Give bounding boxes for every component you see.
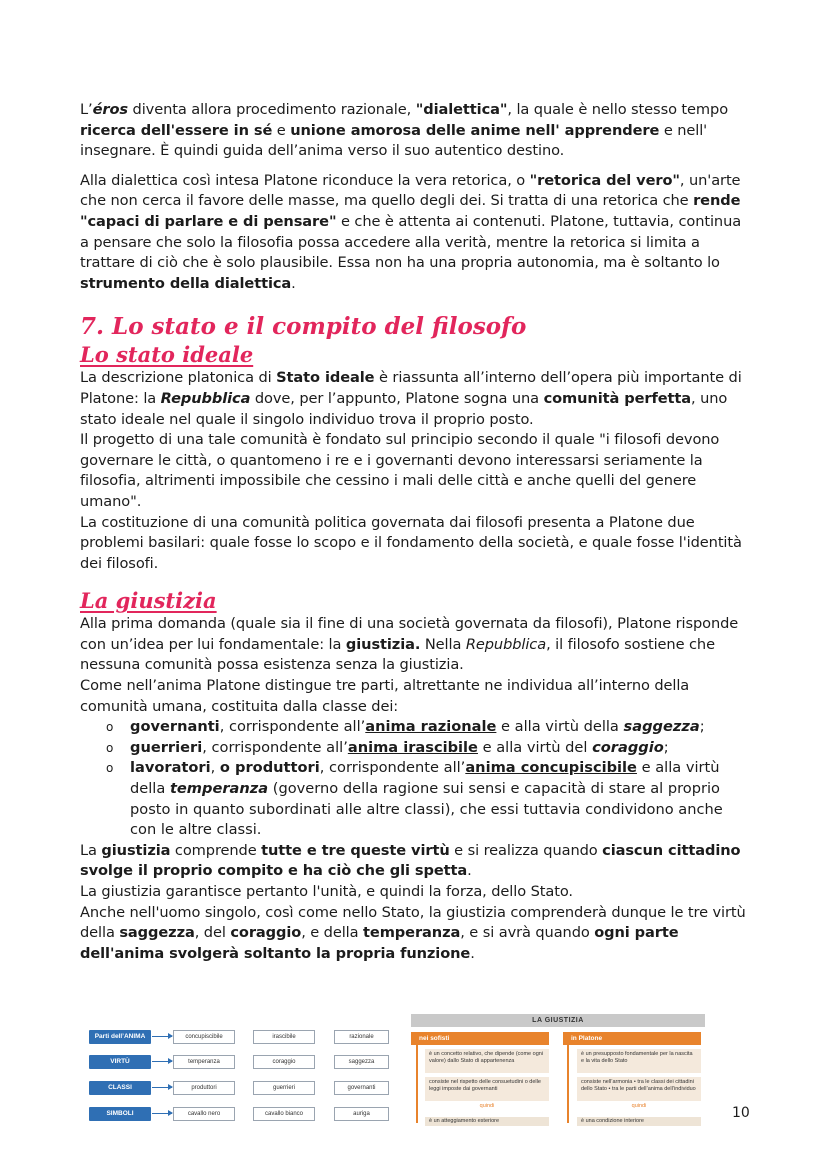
list-item: o guerrieri, corrispondente all’anima irascibile e alla virtù del coraggio; [106, 738, 750, 759]
classes-list [106, 717, 750, 841]
stato-paragraph-3: La costituzione di una comunità politica governata dai filosofi presenta a Platone due problemi basilari: quale fosse lo scopo e il fondamento della società, e quale fosse l'identità dei filosofi. [80, 513, 742, 572]
conclusion-box: è un atteggiamento esteriore [425, 1117, 549, 1126]
intro-paragraph-2: Alla dialettica così intesa Platone riconduce la vera retorica, o "retorica del vero", un'arte che non cerca il favore delle masse, ma quello degli dei. Si tratta di una retorica che rende "capaci di parlare e di pensare" e che è attenta ai contenuti. Platone, tuttavia, continua a pensare che solo la filosofia possa accedere alla verità, mentre la retorica si limita a trattare di ciò che è solo plausibile. Essa non ha una propria autonomia, ma è soltanto lo strumento della dialettica. [80, 171, 742, 292]
table-row [89, 1030, 389, 1046]
row-header: Parti dell’ANIMA [89, 1030, 151, 1044]
table-cell: guerrieri [253, 1081, 315, 1095]
stato-paragraph-2: Il progetto di una tale comunità è fondato sul principio secondo il quale "i filosofi devono governare le città, o quantomeno i re e i governanti devono interessarsi seriamente la filosofia, altrimenti impossibile che cessino i mali delle città e anche quelli del genere umano". [80, 431, 720, 510]
arrow-right-icon [152, 1087, 172, 1088]
therefore-label: quindi [479, 1103, 495, 1109]
definition-box: consiste nell’armonia • tra le classi dei cittadini dello Stato • tra le parti dell’anima dell’individuo [577, 1077, 701, 1101]
subsection-title-giustizia: La giustizia [80, 588, 217, 614]
table-cell: auriga [334, 1107, 389, 1121]
bullet-marker: o [106, 740, 114, 755]
row-header: CLASSI [89, 1081, 151, 1095]
giustizia-paragraph-3: La giustizia comprende tutte e tre queste virtù e si realizza quando ciascun cittadino svolge il proprio compito e ha ciò che gli spetta. [80, 841, 741, 880]
table-cell: concupiscibile [173, 1030, 235, 1044]
table-cell: coraggio [253, 1055, 315, 1069]
table-cell: irascibile [253, 1030, 315, 1044]
table-cell: temperanza [173, 1055, 235, 1069]
definition-box: consiste nel rispetto delle consuetudini o delle leggi imposte dai governanti [425, 1077, 549, 1101]
table-cell: saggezza [334, 1055, 389, 1069]
table-row [89, 1107, 389, 1123]
subsection-title-stato-ideale: Lo stato ideale [80, 342, 254, 368]
arrow-right-icon [152, 1113, 172, 1114]
soul-classes-table [89, 1027, 389, 1131]
justice-comparison-diagram [411, 1014, 705, 1140]
giustizia-paragraph-2: Come nell’anima Platone distingue tre parti, altrettante ne individua all’interno della comunità umana, costituita dalla classe dei: [80, 677, 690, 715]
section-title: 7. Lo stato e il compito del filosofo [80, 313, 527, 341]
column-platone [563, 1032, 701, 1126]
conclusion-box: è una condizione interiore [577, 1117, 701, 1126]
table-cell: cavallo nero [173, 1107, 235, 1121]
definition-box: è un presupposto fondamentale per la nascita e la vita dello Stato [577, 1049, 701, 1073]
list-item: o lavoratori, o produttori, corrispondente all’anima concupiscibile e alla virtù della temperanza (governo della ragione sui sensi e capacità di stare al proprio posto in quanto subordinati alle altre classi), che essi tuttavia condividono anche con le altre classi. [106, 759, 723, 839]
table-cell: cavallo bianco [253, 1107, 315, 1121]
stato-paragraph-1: La descrizione platonica di Stato ideale è riassunta all’interno dell’opera più importante di Platone: la Repubblica dove, per l’appunto, Platone sogna una comunità perfetta, uno stato ideale nel quale il singolo individuo trova il proprio posto. [80, 369, 742, 428]
arrow-right-icon [152, 1036, 172, 1037]
table-row [89, 1081, 389, 1097]
giustizia-paragraph-5: Anche nell'uomo singolo, così come nello Stato, la giustizia comprenderà dunque le tre virtù della saggezza, del coraggio, e della temperanza, e si avrà quando ogni parte dell'anima svolgerà soltanto la propria funzione. [80, 903, 746, 962]
table-cell: produttori [173, 1081, 235, 1095]
row-header: SIMBOLI [89, 1107, 151, 1121]
row-header: VIRTÙ [89, 1055, 151, 1069]
arrow-right-icon [152, 1061, 172, 1062]
page-content [80, 100, 750, 964]
column-header: nei sofisti [411, 1032, 549, 1045]
page-number: 10 [732, 1105, 750, 1121]
table-row [89, 1055, 389, 1071]
bullet-marker: o [106, 720, 114, 735]
list-item: o governanti, corrispondente all’anima razionale e alla virtù della saggezza; [106, 717, 750, 738]
giustizia-paragraph-1: Alla prima domanda (quale sia il fine di una società governata da filosofi), Platone risponde con un’idea per lui fondamentale: la giustizia. Nella Repubblica, il filosofo sostiene che nessuna comunità possa esistenza senza la giustizia. [80, 615, 739, 674]
intro-paragraph-1: L’éros diventa allora procedimento razionale, "dialettica", la quale è nello stesso tempo ricerca dell'essere in sé e unione amorosa delle anime nell' apprendere e nell' insegnare. È quindi guida dell’anima verso il suo autentico destino. [80, 101, 729, 160]
diagram-title: LA GIUSTIZIA [411, 1014, 705, 1027]
therefore-label: quindi [631, 1103, 647, 1109]
column-sofisti [411, 1032, 549, 1126]
table-cell: governanti [334, 1081, 389, 1095]
bullet-marker: o [106, 761, 114, 776]
column-header: in Platone [563, 1032, 701, 1045]
giustizia-paragraph-4: La giustizia garantisce pertanto l'unità, e quindi la forza, dello Stato. [80, 883, 573, 900]
definition-box: è un concetto relativo, che dipende (come ogni valore) dallo Stato di appartenenza [425, 1049, 549, 1073]
table-cell: razionale [334, 1030, 389, 1044]
